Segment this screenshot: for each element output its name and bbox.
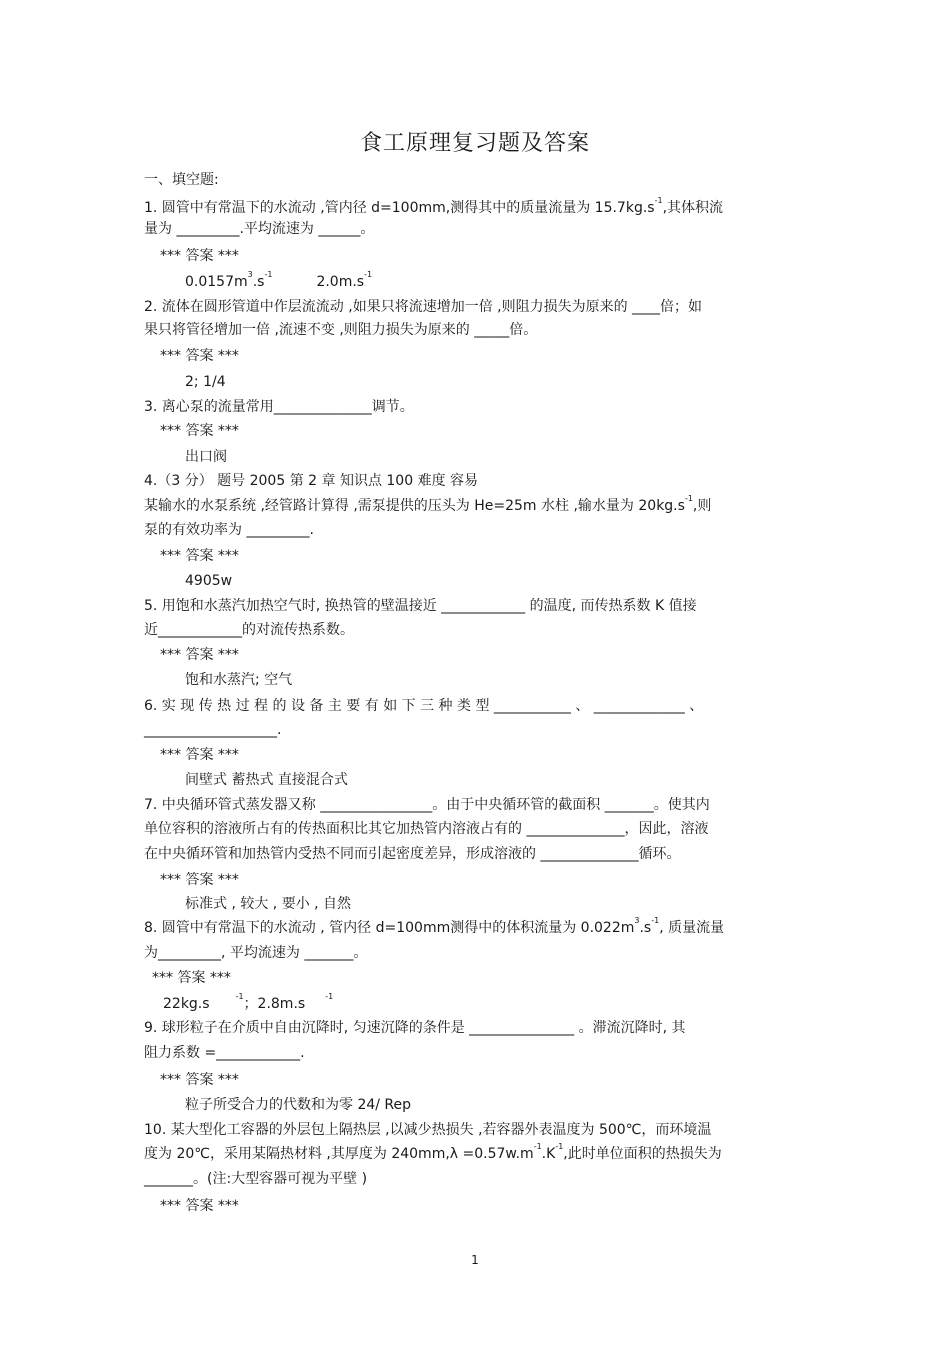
answer-marker: *** 答案 *** bbox=[152, 970, 231, 986]
question-2-answer: 2; 1/4 bbox=[185, 374, 226, 390]
question-4-line-3: 泵的有效功率为 _________. bbox=[144, 522, 314, 538]
answer-marker: *** 答案 *** bbox=[160, 647, 239, 663]
question-10-line-3: _______。(注:大型容器可视为平壁 ) bbox=[144, 1171, 368, 1187]
answer-marker: *** 答案 *** bbox=[160, 423, 239, 439]
question-5-answer: 饱和水蒸汽; 空气 bbox=[185, 672, 293, 688]
answer-marker: *** 答案 *** bbox=[160, 872, 239, 888]
question-3-answer: 出口阀 bbox=[185, 449, 227, 465]
question-7-line-3: 在中央循环管和加热管内受热不同而引起密度差异，形成溶液的 ______________循环。 bbox=[144, 846, 681, 862]
question-4-answer: 4905w bbox=[185, 573, 233, 589]
answer-marker: *** 答案 *** bbox=[160, 548, 239, 564]
question-2-line-1: 2. 流体在圆形管道中作层流流动 ,如果只将流速增加一倍 ,则阻力损失为原来的 ____倍；如 bbox=[144, 299, 703, 315]
answer-marker: *** 答案 *** bbox=[160, 747, 239, 763]
section-heading: 一、填空题: bbox=[144, 172, 219, 188]
question-10-line-1: 10. 某大型化工容器的外层包上隔热层 ,以减少热损失 ,若容器外表温度为 500℃，而环境温 bbox=[144, 1122, 712, 1138]
question-7-line-1: 7. 中央循环管式蒸发器又称 ________________。由于中央循环管的截面积 _______。使其内 bbox=[144, 797, 710, 813]
question-1-answer: $0.0157m^3.s^{-1}$ $2.0m.s^{-1}$ bbox=[185, 270, 373, 290]
question-4-line-1: 4.（3 分） 题号 2005 第 2 章 知识点 100 难度 容易 bbox=[144, 473, 479, 489]
question-8-line-1: 8. 圆管中有常温下的水流动 , 管内径 d=100mm测得中的体积流量为 $0.022m^3.s^{-1}$, 质量流量 bbox=[144, 916, 725, 936]
question-7-line-2: 单位容积的溶液所占有的传热面积比其它加热管内溶液占有的 ______________，因此，溶液 bbox=[144, 821, 709, 837]
page-number: 1 bbox=[471, 1253, 479, 1267]
question-6-answer: 间壁式 蓄热式 直接混合式 bbox=[185, 772, 348, 788]
question-5-line-2: 近____________的对流传热系数。 bbox=[144, 622, 354, 638]
answer-marker: *** 答案 *** bbox=[160, 348, 239, 364]
answer-marker: *** 答案 *** bbox=[160, 248, 239, 264]
question-10-line-2: 度为 20℃，采用某隔热材料 ,其厚度为 $240mm,\lambda =0.57w.m^{-1}.K^{-1}$,此时单位面积的热损失为 bbox=[144, 1142, 722, 1162]
question-6-line-1: 6. 实 现 传 热 过 程 的 设 备 主 要 有 如 下 三 种 类 型 ___________ 、 _____________ 、 bbox=[144, 698, 704, 714]
question-8-line-2: 为_________, 平均流速为 _______。 bbox=[144, 945, 368, 961]
question-7-answer: 标准式 , 较大 , 要小 , 自然 bbox=[185, 896, 352, 912]
question-4-line-2: 某输水的水泵系统 ,经管路计算得 ,需泵提供的压头为 He=25m 水柱 ,输水量为 $20kg.s^{-1}$,则 bbox=[144, 494, 712, 514]
question-6-line-2: ___________________. bbox=[144, 722, 282, 738]
answer-marker: *** 答案 *** bbox=[160, 1072, 239, 1088]
answer-marker: *** 答案 *** bbox=[160, 1198, 239, 1214]
question-9-line-2: 阻力系数 =____________. bbox=[144, 1045, 305, 1061]
question-9-answer: 粒子所受合力的代数和为零 24/ Rep bbox=[185, 1097, 412, 1113]
question-2-line-2: 果只将管径增加一倍 ,流速不变 ,则阻力损失为原来的 _____倍。 bbox=[144, 322, 538, 338]
question-1-line-1: 1. 圆管中有常温下的水流动 ,管内径 d=100mm,测得其中的质量流量为 $15.7kg.s^{-1}$,其体积流 bbox=[144, 196, 724, 216]
question-5-line-1: 5. 用饱和水蒸汽加热空气时, 换热管的壁温接近 ____________ 的温度, 而传热系数 K 值接 bbox=[144, 598, 697, 614]
question-3-line-1: 3. 离心泵的流量常用______________调节。 bbox=[144, 399, 414, 415]
document-title: 食工原理复习题及答案 bbox=[359, 131, 590, 156]
question-8-answer: 22kg.s $^{-1}$；2.8m.s $^{-1}$ bbox=[163, 992, 334, 1012]
question-1-line-2: 量为 _________.平均流速为 ______。 bbox=[144, 221, 375, 237]
question-9-line-1: 9. 球形粒子在介质中自由沉降时, 匀速沉降的条件是 _______________ 。滞流沉降时, 其 bbox=[144, 1020, 686, 1036]
